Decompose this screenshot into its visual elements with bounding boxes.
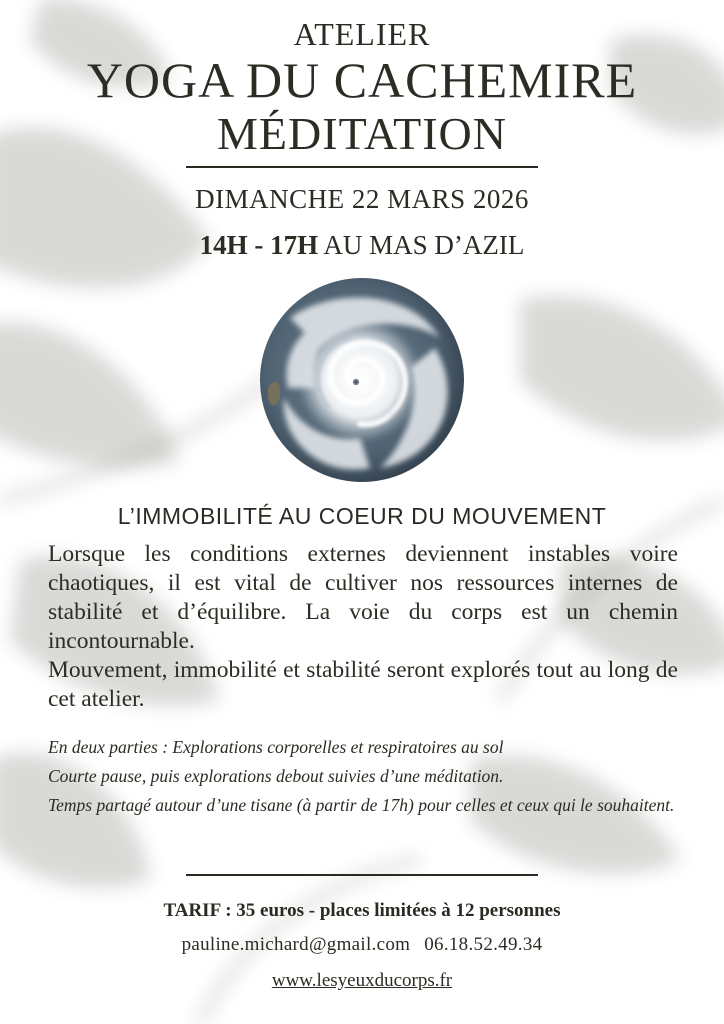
website-link[interactable]: www.lesyeuxducorps.fr	[271, 970, 453, 991]
event-date: DIMANCHE 22 MARS 2026	[195, 184, 529, 214]
tagline: L’IMMOBILITÉ AU COEUR DU MOUVEMENT	[117, 503, 607, 529]
program-details	[48, 733, 688, 820]
phone-number[interactable]: 06.18.52.49.34	[424, 934, 543, 955]
divider-bottom	[186, 874, 538, 876]
atelier-label: ATELIER	[293, 16, 431, 52]
cyclone-earth-icon	[260, 278, 464, 482]
description-paragraph-1: Lorsque les conditions externes deviennent instables voire chaotiques, il est vital de cultiver nos ressources internes de stabilité et d’équilibre. La voie du corps est un chemin incontournable.	[48, 541, 678, 654]
description-paragraph-2: Mouvement, immobilité et stabilité seront explorés tout au long de cet atelier.	[48, 657, 678, 712]
program-line-1: En deux parties : Explorations corporelles et respiratoires au sol	[48, 737, 504, 757]
cyclone-earth-image	[260, 278, 464, 482]
divider-top	[186, 166, 538, 168]
website-row	[0, 970, 724, 992]
contact-info	[0, 934, 724, 956]
page-subtitle: MÉDITATION	[217, 108, 507, 159]
event-place: AU MAS D’AZIL	[323, 230, 525, 260]
program-line-2: Courte pause, puis explorations debout suivies d’une méditation.	[48, 766, 504, 786]
event-hours: 14H - 17H	[199, 230, 319, 260]
price-info: TARIF : 35 euros - places limitées à 12 personnes	[163, 900, 561, 921]
page-title: YOGA DU CACHEMIRE	[86, 52, 638, 108]
event-time-place	[0, 230, 724, 261]
program-line-3: Temps partagé autour d’une tisane (à partir de 17h) pour celles et ceux qui le souhaitent.	[48, 795, 675, 815]
email-link[interactable]: pauline.michard@gmail.com	[181, 934, 411, 955]
